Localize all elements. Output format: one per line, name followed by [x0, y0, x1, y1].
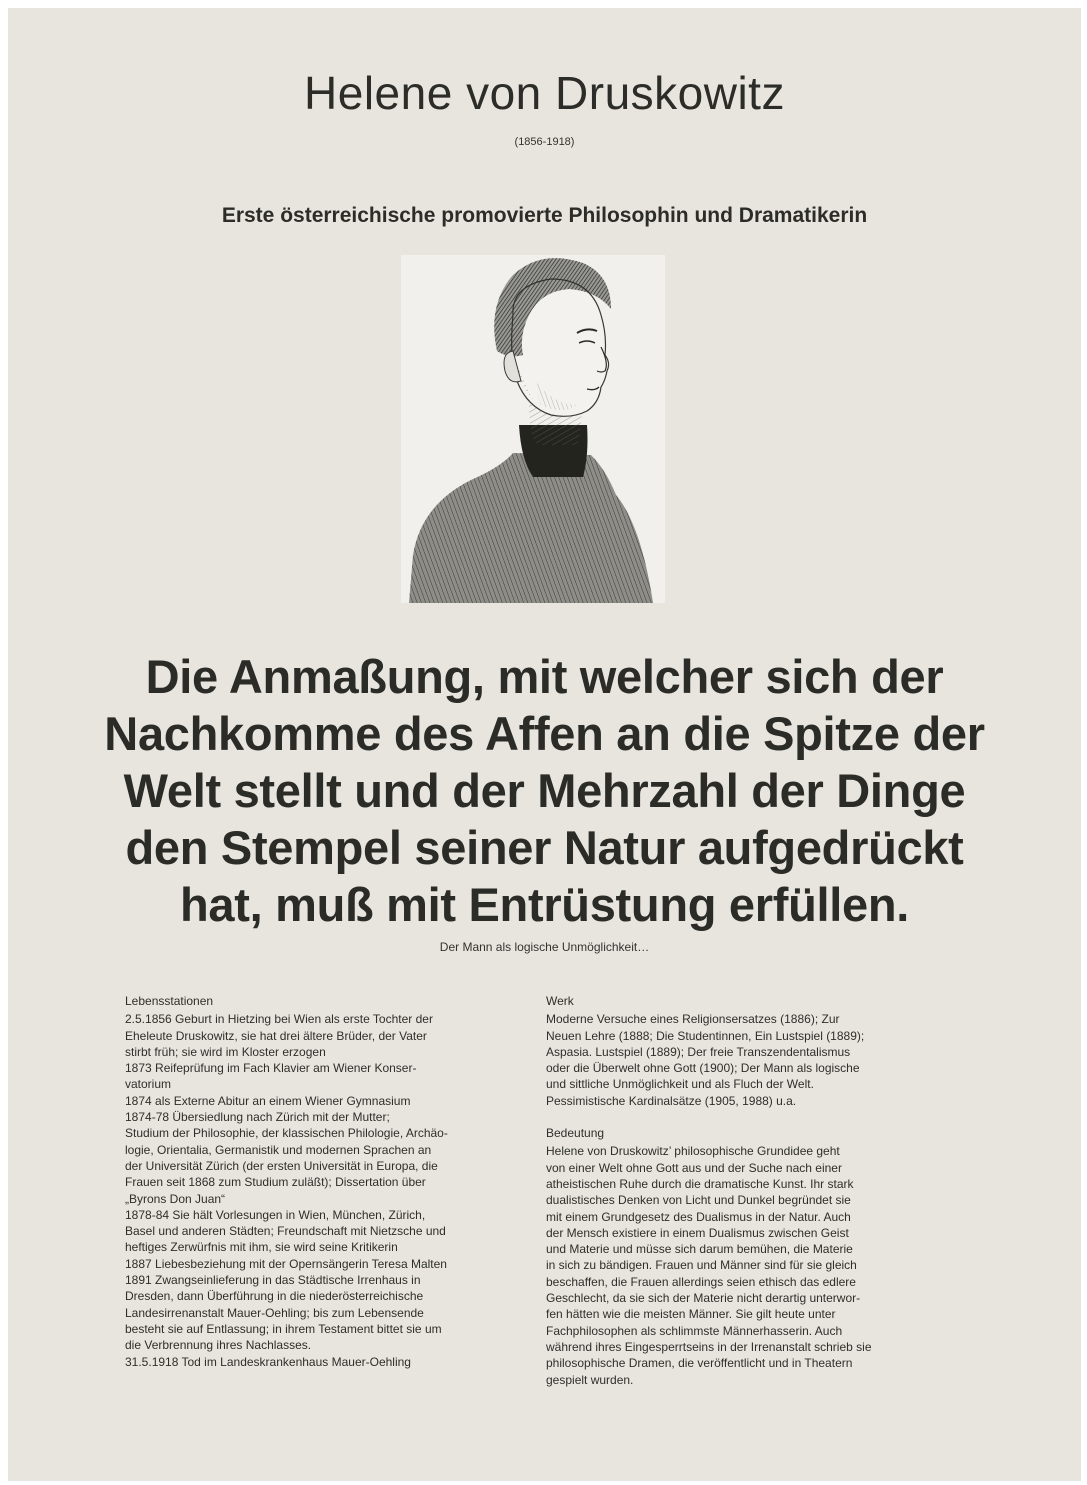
text-line: die Verbrennung ihres Nachlasses. [125, 1338, 312, 1353]
subtitle: Erste österreichische promovierte Philosophin und Dramatikerin [221, 204, 868, 227]
bedeutung-heading: Bedeutung [546, 1126, 605, 1141]
right-column [546, 993, 956, 1388]
text-line: 2.5.1856 Geburt in Hietzing bei Wien als erste Tochter der [125, 1012, 433, 1027]
quote-line: Die Anmaßung, mit welcher sich der [145, 650, 944, 703]
text-line: 1874-78 Übersiedlung nach Zürich mit der Mutter; [125, 1110, 390, 1125]
text-line: Dresden, dann Überführung in die niederösterreichische [125, 1289, 424, 1304]
lebensstationen-section [125, 993, 525, 1370]
text-line: philosophische Dramen, die veröffentlicht und in Theatern [546, 1356, 853, 1371]
text-line: 1878-84 Sie hält Vorlesungen in Wien, München, Zürich, [125, 1207, 426, 1222]
text-line: 1887 Liebesbeziehung mit der Opernsängerin Teresa Malten [125, 1256, 447, 1271]
text-line: und Materie und müsse sich darum bemühen, die Materie [546, 1242, 853, 1257]
text-line: fen hätten wie die meisten Männer. Sie gilt heute unter [546, 1307, 836, 1322]
text-line: gespielt wurden. [546, 1372, 634, 1387]
text-line: besteht sie auf Entlassung; in ihrem Testament bittet sie um [125, 1321, 442, 1336]
text-line: Helene von Druskowitz’ philosophische Grundidee geht [546, 1144, 840, 1159]
text-line: Moderne Versuche eines Religionsersatzes (1886); Zur [546, 1012, 840, 1027]
text-line: Aspasia. Lustspiel (1889); Der freie Transzendentalismus [546, 1044, 851, 1059]
text-line: Landesirrenanstalt Mauer-Oehling; bis zum Lebensende [125, 1305, 424, 1320]
quote-line: Welt stellt und der Mehrzahl der Dinge [123, 764, 966, 817]
text-line: heftiges Zerwürfnis mit ihm, sie wird seine Kritikerin [125, 1240, 398, 1255]
text-line: oder die Überwelt ohne Gott (1900); Der Mann als logische [546, 1061, 860, 1076]
text-line: während ihres Eingesperrtseins in der Irrenanstalt schrieb sie [546, 1339, 872, 1354]
headline-quote [28, 648, 1061, 933]
quote-source: Der Mann als logische Unmöglichkeit… [439, 940, 650, 954]
text-line: „Byrons Don Juan“ [125, 1191, 226, 1206]
text-line: Studium der Philosophie, der klassischen Philologie, Archäo- [125, 1126, 448, 1141]
text-line: Eheleute Druskowitz, sie hat drei ältere Brüder, der Vater [125, 1028, 427, 1043]
text-line: Pessimistische Kardinalsätze (1905, 1988) u.a. [546, 1093, 797, 1108]
portrait-engraving [401, 255, 665, 603]
text-line: der Mensch existiere in einem Dualismus zwischen Geist [546, 1225, 849, 1240]
quote-line: hat, muß mit Entrüstung erfüllen. [179, 878, 910, 931]
text-line: 1891 Zwangseinlieferung in das Städtische Irrenhaus in [125, 1273, 421, 1288]
text-line: der Universität Zürich (der ersten Universität in Europa, die [125, 1158, 438, 1173]
text-line: stirbt früh; sie wird im Kloster erzogen [125, 1044, 326, 1059]
quote-line: den Stempel seiner Natur aufgedrückt [125, 821, 964, 874]
text-line: beschaffen, die Frauen allerdings seien ethisch das edlere [546, 1274, 856, 1289]
text-line: Basel und anderen Städten; Freundschaft mit Nietzsche und [125, 1224, 446, 1239]
text-line: und sittliche Unmöglichkeit und als Fluch der Welt. [546, 1077, 814, 1092]
life-dates: (1856-1918) [514, 136, 575, 148]
text-line: dualistisches Denken von Licht und Dunkel begründet sie [546, 1193, 851, 1208]
text-line: von einer Welt ohne Gott aus und der Suche nach einer [546, 1160, 842, 1175]
page-title: Helene von Druskowitz [304, 67, 785, 119]
text-line: logie, Orientalia, Germanistik und modernen Sprachen an [125, 1142, 432, 1157]
text-line: Fachphilosophen als schlimmste Männerhasserin. Auch [546, 1323, 843, 1338]
poster [8, 8, 1081, 1481]
text-line: 1874 als Externe Abitur an einem Wiener Gymnasium [125, 1093, 411, 1108]
text-line: mit einem Grundgesetz des Dualismus in der Natur. Auch [546, 1209, 851, 1224]
werk-heading: Werk [546, 994, 574, 1008]
lebensstationen-heading: Lebensstationen [125, 994, 214, 1008]
text-line: Neuen Lehre (1888; Die Studentinnen, Ein Lustspiel (1889); [546, 1028, 865, 1043]
text-line: vatorium [125, 1077, 172, 1092]
bedeutung-section [546, 1125, 956, 1388]
text-line: Frauen seit 1868 zum Studium zuläßt); Dissertation über [125, 1175, 426, 1190]
text-line: atheistischen Ruhe durch die dramatische Kunst. Ihr stark [546, 1176, 854, 1191]
text-line: 31.5.1918 Tod im Landeskrankenhaus Mauer-Oehling [125, 1354, 411, 1369]
text-line: 1873 Reifeprüfung im Fach Klavier am Wiener Konser- [125, 1061, 417, 1076]
quote-line: Nachkomme des Affen an die Spitze der [104, 707, 985, 760]
text-line: Geschlecht, da sie sich der Materie nicht derartig unterwor- [546, 1291, 861, 1306]
text-line: in sich zu bändigen. Frauen und Männer sind für sie gleich [546, 1258, 857, 1273]
werk-section [546, 993, 956, 1109]
